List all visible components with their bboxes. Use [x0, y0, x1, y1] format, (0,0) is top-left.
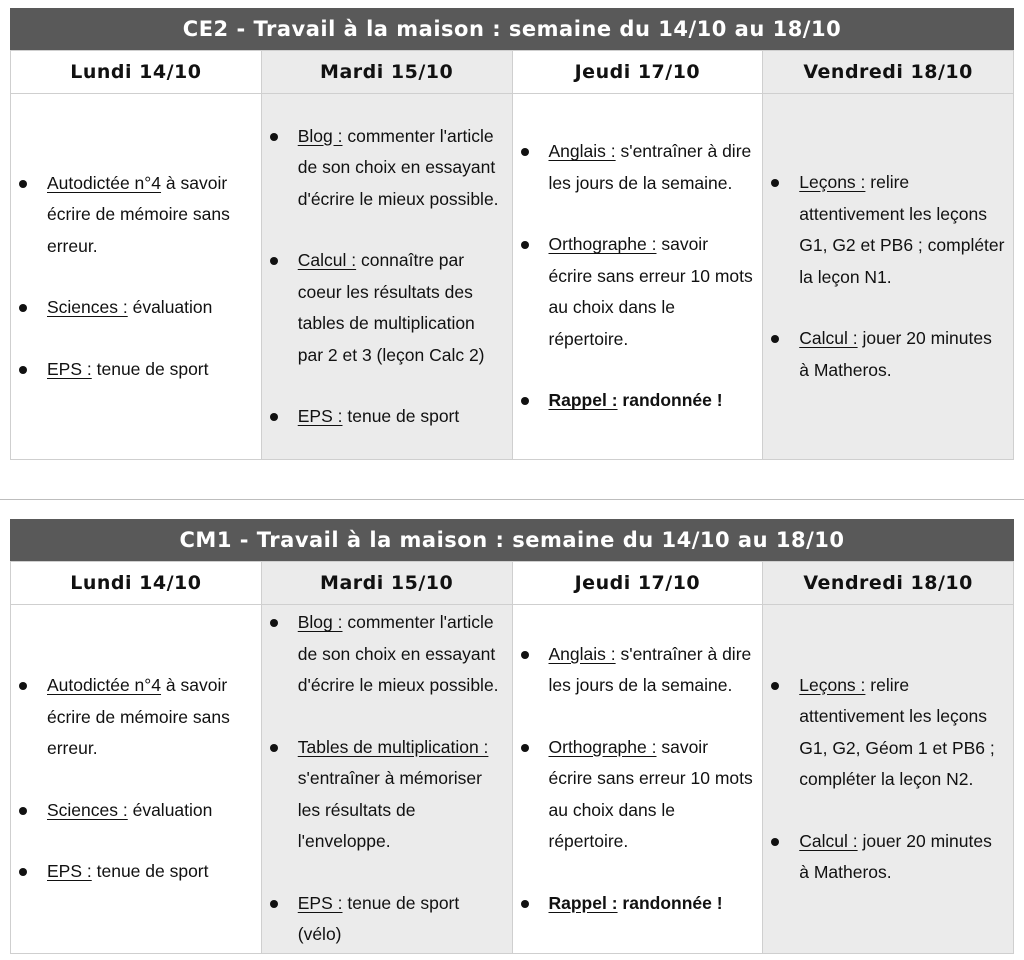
task-text: s'entraîner à dire les jours de la semaine. — [548, 643, 752, 696]
task-item — [513, 136, 755, 199]
task-text: connaître par coeur les résultats des tables de multiplication par 2 et 3 (leçon Calc 2) — [297, 250, 485, 365]
task-item — [11, 670, 253, 765]
task-subject: Orthographe : — [548, 736, 657, 757]
task-list — [513, 136, 755, 417]
task-subject: Sciences : — [47, 799, 128, 820]
day-header-jeudi: Jeudi 17/10 — [512, 51, 763, 94]
task-subject: EPS : — [47, 861, 92, 882]
task-text: tenue de sport — [342, 406, 460, 426]
day-header-mardi: Mardi 15/10 — [261, 51, 512, 94]
bullet-icon — [521, 241, 529, 249]
bullet-icon — [270, 744, 278, 752]
task-item — [763, 670, 1005, 796]
day-header-mardi: Mardi 15/10 — [261, 562, 512, 605]
day-cell-vendredi — [763, 605, 1014, 954]
task-text: randonnée ! — [617, 892, 723, 913]
task-text: tenue de sport — [91, 358, 209, 379]
task-subject: EPS : — [297, 406, 343, 426]
day-header-lundi: Lundi 14/10 — [11, 562, 262, 605]
bullet-icon — [270, 619, 278, 627]
task-item — [11, 856, 253, 888]
planner-ce2 — [10, 8, 1014, 460]
task-text: randonnée ! — [617, 390, 723, 411]
task-subject: Sciences : — [47, 297, 128, 318]
task-text: tenue de sport — [91, 861, 209, 882]
task-item — [513, 385, 755, 417]
task-text: commenter l'article de son choix en essayant d'écrire le mieux possible. — [297, 125, 499, 209]
task-text: relire attentivement les leçons G1, G2, Géom 1 et PB6 ; compléter la leçon N2. — [799, 674, 995, 789]
task-subject: Autodictée n°4 — [47, 172, 162, 193]
day-cell-lundi — [11, 94, 262, 460]
task-list — [262, 607, 504, 951]
week-table — [10, 561, 1014, 954]
bullet-icon — [270, 257, 278, 265]
bullet-icon — [19, 304, 27, 312]
day-header-jeudi: Jeudi 17/10 — [512, 562, 763, 605]
task-item — [513, 229, 755, 355]
bullet-icon — [521, 900, 529, 908]
bullet-icon — [771, 682, 779, 690]
task-item — [513, 732, 755, 858]
day-header-lundi: Lundi 14/10 — [11, 51, 262, 94]
bullet-icon — [270, 413, 278, 421]
task-text: savoir écrire sans erreur 10 mots au choix dans le répertoire. — [548, 234, 753, 349]
task-subject: Leçons : — [799, 674, 866, 695]
section-divider — [0, 499, 1024, 500]
bullet-icon — [521, 744, 529, 752]
bullet-icon — [19, 682, 27, 690]
day-header-vendredi: Vendredi 18/10 — [763, 51, 1014, 94]
task-item — [11, 292, 253, 324]
task-subject: Tables de multiplication : — [297, 736, 489, 757]
task-text: relire attentivement les leçons G1, G2 et PB6 ; compléter la leçon N1. — [799, 172, 1005, 287]
task-subject: EPS : — [297, 892, 343, 913]
task-item — [763, 167, 1005, 293]
task-subject: Autodictée n°4 — [47, 675, 162, 696]
planner-title: CE2 - Travail à la maison : semaine du 14/10 au 18/10 — [10, 8, 1014, 50]
day-cell-lundi — [11, 605, 262, 954]
task-subject: Leçons : — [799, 172, 866, 192]
task-list — [11, 670, 253, 888]
task-list — [763, 167, 1005, 386]
bullet-icon — [270, 900, 278, 908]
task-text: s'entraîner à mémoriser les résultats de l'enveloppe. — [297, 768, 482, 852]
task-text: savoir écrire sans erreur 10 mots au choix dans le répertoire. — [548, 736, 753, 852]
task-item — [262, 732, 504, 858]
bullet-icon — [771, 179, 779, 187]
task-text: à savoir écrire de mémoire sans erreur. — [47, 172, 230, 256]
bullet-icon — [521, 148, 529, 156]
bullet-icon — [19, 366, 27, 374]
task-subject: Rappel : — [548, 390, 618, 411]
task-subject: Blog : — [297, 125, 343, 146]
day-cell-mardi — [261, 94, 512, 460]
task-subject: Blog : — [297, 612, 343, 633]
task-text: à savoir écrire de mémoire sans erreur. — [47, 675, 230, 759]
week-table — [10, 50, 1014, 460]
day-cell-jeudi — [512, 94, 763, 460]
bullet-icon — [771, 335, 779, 343]
task-list — [11, 168, 253, 386]
task-text: commenter l'article de son choix en essayant d'écrire le mieux possible. — [297, 612, 499, 696]
task-item — [763, 826, 1005, 889]
task-text: s'entraîner à dire les jours de la semaine. — [548, 141, 752, 193]
task-subject: Anglais : — [548, 643, 616, 664]
task-item — [11, 795, 253, 827]
task-subject: Anglais : — [548, 141, 616, 162]
day-cell-vendredi — [763, 94, 1014, 460]
task-subject: Calcul : — [297, 250, 357, 270]
task-subject: Orthographe : — [548, 234, 657, 255]
bullet-icon — [19, 807, 27, 815]
task-text: évaluation — [127, 297, 213, 318]
day-cell-jeudi — [512, 605, 763, 954]
task-item — [262, 121, 504, 216]
task-text: évaluation — [127, 799, 213, 820]
task-item — [262, 607, 504, 702]
bullet-icon — [521, 397, 529, 405]
bullet-icon — [270, 133, 278, 141]
planner-cm1 — [10, 519, 1014, 954]
task-list — [262, 121, 504, 433]
planner-title: CM1 - Travail à la maison : semaine du 14/10 au 18/10 — [10, 519, 1014, 561]
task-subject: Calcul : — [799, 328, 858, 348]
task-text: jouer 20 minutes à Matheros. — [799, 328, 992, 380]
day-cell-mardi — [261, 605, 512, 954]
task-list — [763, 670, 1005, 889]
task-item — [11, 168, 253, 263]
task-subject: Calcul : — [799, 830, 858, 851]
bullet-icon — [19, 868, 27, 876]
task-subject: Rappel : — [548, 892, 618, 913]
task-item — [763, 323, 1005, 386]
bullet-icon — [521, 651, 529, 659]
bullet-icon — [19, 180, 27, 188]
task-item — [513, 888, 755, 920]
task-item — [262, 401, 504, 433]
task-item — [11, 354, 253, 386]
task-item — [513, 639, 755, 702]
task-subject: EPS : — [47, 358, 92, 379]
task-text: jouer 20 minutes à Matheros. — [799, 830, 992, 882]
task-item — [262, 245, 504, 371]
bullet-icon — [771, 838, 779, 846]
task-item — [262, 888, 504, 951]
task-text: tenue de sport (vélo) — [297, 892, 460, 945]
day-header-vendredi: Vendredi 18/10 — [763, 562, 1014, 605]
task-list — [513, 639, 755, 920]
